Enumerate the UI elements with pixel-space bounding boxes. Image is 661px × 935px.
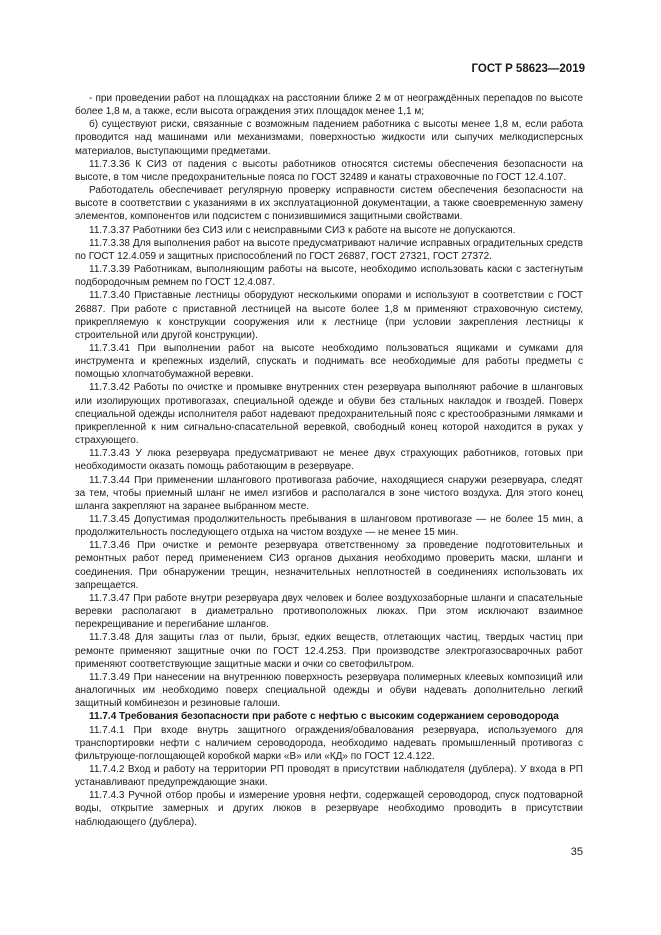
paragraph: - при проведении работ на площадках на расстоянии ближе 2 м от неограждённых перепадов по высоте более 1,8 м, а также, если высота ограждения этих площадок менее 1,1 м;	[75, 93, 583, 118]
page-body	[75, 92, 583, 829]
paragraph: 11.7.3.36 К СИЗ от падения с высоты работников относятся системы обеспечения безопасности на высоте, в том числе предохранительные пояса по ГОСТ 32489 и канаты страховочные по ГОСТ 12.4.107.	[75, 158, 583, 183]
paragraph: 11.7.3.38 Для выполнения работ на высоте предусматривают наличие исправных оградительных средств по ГОСТ 12.4.059 и защитных приспособлений по ГОСТ 26887, ГОСТ 27321, ГОСТ 27372.	[75, 237, 583, 262]
paragraph: Работодатель обеспечивает регулярную проверку исправности систем обеспечения безопасности на высоте в соответствии с указаниями в их эксплуатационной документации, а также своевременную замену элементов, компонентов или подсистем с понизившимися защитными свойствами.	[75, 185, 583, 223]
paragraph: б) существуют риски, связанные с возможным падением работника с высоты менее 1,8 м, если работа проводится над машинами или механизмами, поверхностью жидкости или сыпучих мелкодисперсных материалов, выступающими предметами.	[75, 119, 583, 157]
paragraph: 11.7.4.1 При входе внутрь защитного ограждения/обвалования резервуара, используемого для транспортировки нефти с наличием сероводорода, необходимо надевать промышленный противогаз с фильтрующе-поглощающей коробкой марки «В» или «КД» по ГОСТ 12.4.122.	[75, 724, 583, 762]
paragraph: 11.7.3.46 При очистке и ремонте резервуара ответственному за проведение подготовительных и ремонтных работ перед применением СИЗ органов дыхания необходимо проверить маски, шланги и соединения. При обнаружении трещин, незначительных неплотностей в соединениях использовать их запрещается.	[75, 540, 583, 591]
paragraph: 11.7.3.47 При работе внутри резервуара двух человек и более воздухозаборные шланги и спасательные веревки располагают в диаметрально противоположных люках. При этом исключают взаимное перекрещивание и перегибание шлангов.	[75, 592, 583, 631]
paragraph: 11.7.3.39 Работникам, выполняющим работы на высоте, необходимо использовать каски с застегнутым подбородочным ремнем по ГОСТ 12.4.087.	[75, 264, 583, 289]
paragraph: 11.7.3.37 Работники без СИЗ или с неисправными СИЗ к работе на высоте не допускаются.	[89, 224, 516, 236]
paragraph: 11.7.3.43 У люка резервуара предусматривают не менее двух страхующих работников, готовых при необходимости оказать помощь работающим в резервуаре.	[75, 448, 583, 473]
paragraph: 11.7.3.48 Для защиты глаз от пыли, брызг, едких веществ, отлетающих частиц, твердых частиц при ремонте применяют защитные очки по ГОСТ 12.4.253. При производстве электрогазосварочных работ применяют соответствующие защитные маски и очки со светофильтром.	[75, 632, 583, 670]
paragraph: 11.7.3.41 При выполнении работ на высоте необходимо пользоваться ящиками и сумками для инструмента и крепежных изделий, спускать и поднимать все необходимые для работы предметы с помощью хлопчатобумажной веревки.	[75, 342, 583, 381]
paragraph: 11.7.3.44 При применении шлангового противогаза рабочие, находящиеся снаружи резервуара, следят за тем, чтобы приемный шланг не имел изгибов и располагался в зоне чистого воздуха. Для этого конец шланга закрепляют на заранее выбранном месте.	[75, 474, 583, 512]
paragraph: 11.7.3.42 Работы по очистке и промывке внутренних стен резервуара выполняют рабочие в шланговых или изолирующих противогазах, специальной одежде и обуви без стальных накладок и гвоздей. Поверх специальной одежды исполнителя работ надевают предохранительный пояс с крестообразными лямками и прикрепленной к ним сигнально-спасательной веревкой, свободный конец которой находится в руках у страхующего.	[75, 382, 583, 447]
paragraph: 11.7.3.45 Допустимая продолжительность пребывания в шланговом противогазе — не более 15 мин, а продолжительность последующего отдыха на чистом воздухе — не менее 15 мин.	[75, 514, 583, 539]
paragraph: 11.7.4.3 Ручной отбор пробы и измерение уровня нефти, содержащей сероводород, спуск подтоварной воды, открытие замерных и других люков в резервуаре необходимо проводить в присутствии наблюдающего (дублера).	[75, 790, 583, 828]
document-header: ГОСТ Р 58623—2019	[471, 63, 585, 75]
paragraph: 11.7.4.2 Вход и работу на территории РП проводят в присутствии наблюдателя (дублера). У входа в РП устанавливают предупреждающие знаки.	[75, 763, 583, 789]
page-number: 35	[570, 846, 583, 858]
paragraph: 11.7.3.49 При нанесении на внутреннюю поверхность резервуара полимерных клеевых композиций или аналогичных им необходимо поверх специальной одежды и обуви надевать дополнительно легкий защитный комбинезон и резиновые галоши.	[75, 671, 583, 710]
section-heading: 11.7.4 Требования безопасности при работе с нефтью с высоким содержанием сероводорода	[89, 711, 559, 723]
paragraph: 11.7.3.40 Приставные лестницы оборудуют несколькими опорами и используют в соответствии с ГОСТ 26887. При работе с приставной лестницей на высоте более 1,8 м применяют страховочную систему, прикрепляемую к конструкции сооружения или к лестнице (при условии закрепления лестницы к строительной или другой конструкции).	[75, 290, 583, 341]
